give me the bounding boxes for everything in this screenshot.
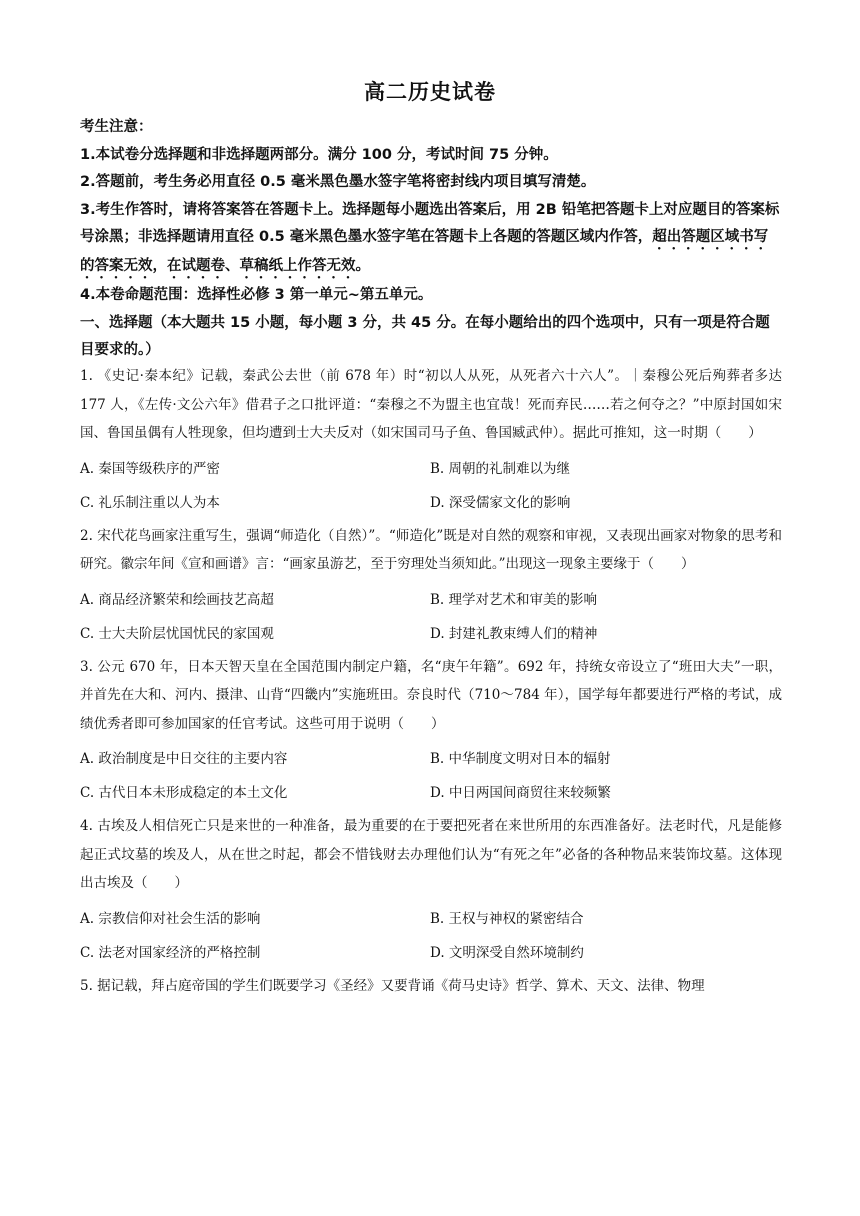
option-a[interactable]: A. 秦国等级秩序的严密 bbox=[80, 460, 220, 477]
option-d[interactable]: D. 中日两国间商贸往来较频繁 bbox=[430, 785, 611, 801]
option-a[interactable]: A. 宗教信仰对社会生活的影响 bbox=[80, 910, 261, 927]
notes-item-3-comma: ， bbox=[152, 258, 167, 274]
question-4 bbox=[80, 812, 782, 970]
question-5 bbox=[80, 972, 782, 1001]
option-a[interactable]: A. 商品经济繁荣和绘画技艺高超 bbox=[80, 591, 274, 608]
option-a[interactable]: A. 政治制度是中日交往的主要内容 bbox=[80, 751, 288, 767]
option-grid bbox=[80, 583, 782, 651]
question-stem: 3. 公元 670 年，日本天智天皇在全国范围内制定户籍，名“庚午年籍”。692 年，持统女帝设立了“班田大夫”一职，并首先在大和、河内、摄津、山背“四畿内”实施班田。奈良时代（710～784 年），国学每年都要进行严格的考试，成绩优秀者即可参加国家的任官考试。这些可用于说明（ ） bbox=[80, 658, 782, 732]
exam-notes bbox=[80, 114, 782, 365]
question-1 bbox=[80, 362, 782, 520]
option-c[interactable]: C. 士大夫阶层忧国忧民的家国观 bbox=[80, 625, 274, 642]
page-title: 高二历史试卷 bbox=[364, 80, 496, 104]
option-b[interactable]: B. 理学对艺术和审美的影响 bbox=[430, 591, 598, 608]
section-heading: 一、选择题（本大题共 15 小题，每小题 3 分，共 45 分。在每小题给出的四个选项中，只有一项是符合题目要求的。） bbox=[80, 314, 770, 358]
option-c[interactable]: C. 礼乐制注重以人为本 bbox=[80, 494, 220, 511]
notes-item-3 bbox=[80, 197, 782, 283]
notes-item-3-emphasis-1: 超出答题区域书写的答案无效 bbox=[80, 229, 769, 274]
notes-item-1: 1.本试卷分选择题和非选择题两部分。满分 100 分，考试时间 75 分钟。 bbox=[80, 146, 558, 163]
notes-item-2: 2.答题前，考生务必用直径 0.5 毫米黑色墨水签字笔将密封线内项目填写清楚。 bbox=[80, 174, 596, 190]
notes-heading: 考生注意： bbox=[80, 119, 153, 135]
question-3 bbox=[80, 653, 782, 811]
question-stem: 4. 古埃及人相信死亡只是来世的一种准备，最为重要的在于要把死者在来世所用的东西准备好。法老时代，凡是能修起正式坟墓的埃及人，从在世之时起，都会不惜钱财去办理他们认为“有死之年”必备的各种物品来装饰坟墓。这体现出古埃及（ ） bbox=[80, 818, 782, 891]
option-b[interactable]: B. 王权与神权的紧密结合 bbox=[430, 910, 584, 927]
question-stem: 5. 据记载，拜占庭帝国的学生们既要学习《圣经》又要背诵《荷马史诗》哲学、算术、天文、法律、物理 bbox=[80, 977, 705, 994]
notes-item-4: 4.本卷命题范围：选择性必修 3 第一单元~第五单元。 bbox=[80, 287, 433, 303]
notes-item-3-emphasis-2: 在试题卷、草稿纸上作答无效 bbox=[167, 258, 356, 274]
question-2 bbox=[80, 522, 782, 651]
option-d[interactable]: D. 深受儒家文化的影响 bbox=[430, 494, 571, 511]
option-grid bbox=[80, 902, 782, 970]
option-d[interactable]: D. 文明深受自然环境制约 bbox=[430, 944, 584, 961]
question-stem: 2. 宋代花鸟画家注重写生，强调“师造化（自然）”。“师造化”既是对自然的观察和审视，又表现出画家对物象的思考和研究。徽宗年间《宣和画谱》言：“画家虽游艺，至于穷理处当须知此。”出现这一现象主要缘于（ ） bbox=[80, 527, 782, 572]
option-grid bbox=[80, 742, 782, 810]
question-stem: 1. 《史记·秦本纪》记载，秦武公去世（前 678 年）时“初以人从死，从死者六十六人”。｜秦穆公死后殉葬者多达 177 人，《左传·文公六年》借君子之口批评道：“秦穆之不为盟主也宜哉！死而弃民……若之何夺之？”中原封国如宋国、鲁国虽偶有人牲现象，但均遭到士大夫反对（如宋国司马子鱼、鲁国臧武仲）。据此可推知，这一时期（ ） bbox=[80, 368, 782, 441]
option-grid bbox=[80, 452, 782, 520]
option-d[interactable]: D. 封建礼教束缚人们的精神 bbox=[430, 625, 598, 642]
option-b[interactable]: B. 中华制度文明对日本的辐射 bbox=[430, 751, 611, 767]
option-b[interactable]: B. 周朝的礼制难以为继 bbox=[430, 460, 571, 477]
option-c[interactable]: C. 法老对国家经济的严格控制 bbox=[80, 944, 261, 961]
option-c[interactable]: C. 古代日本未形成稳定的本土文化 bbox=[80, 785, 288, 801]
notes-item-3-period: 。 bbox=[355, 258, 370, 274]
notes-item-3-text: 3.考生作答时，请将答案答在答题卡上。选择题每小题选出答案后，用 2B 铅笔把答题卡上对应题目的答案标号涂黑；非选择题请用直径 0.5 毫米黑色墨水签字笔在答题卡上各题的答题区域内作答， bbox=[80, 201, 780, 245]
question-list bbox=[80, 362, 782, 1000]
